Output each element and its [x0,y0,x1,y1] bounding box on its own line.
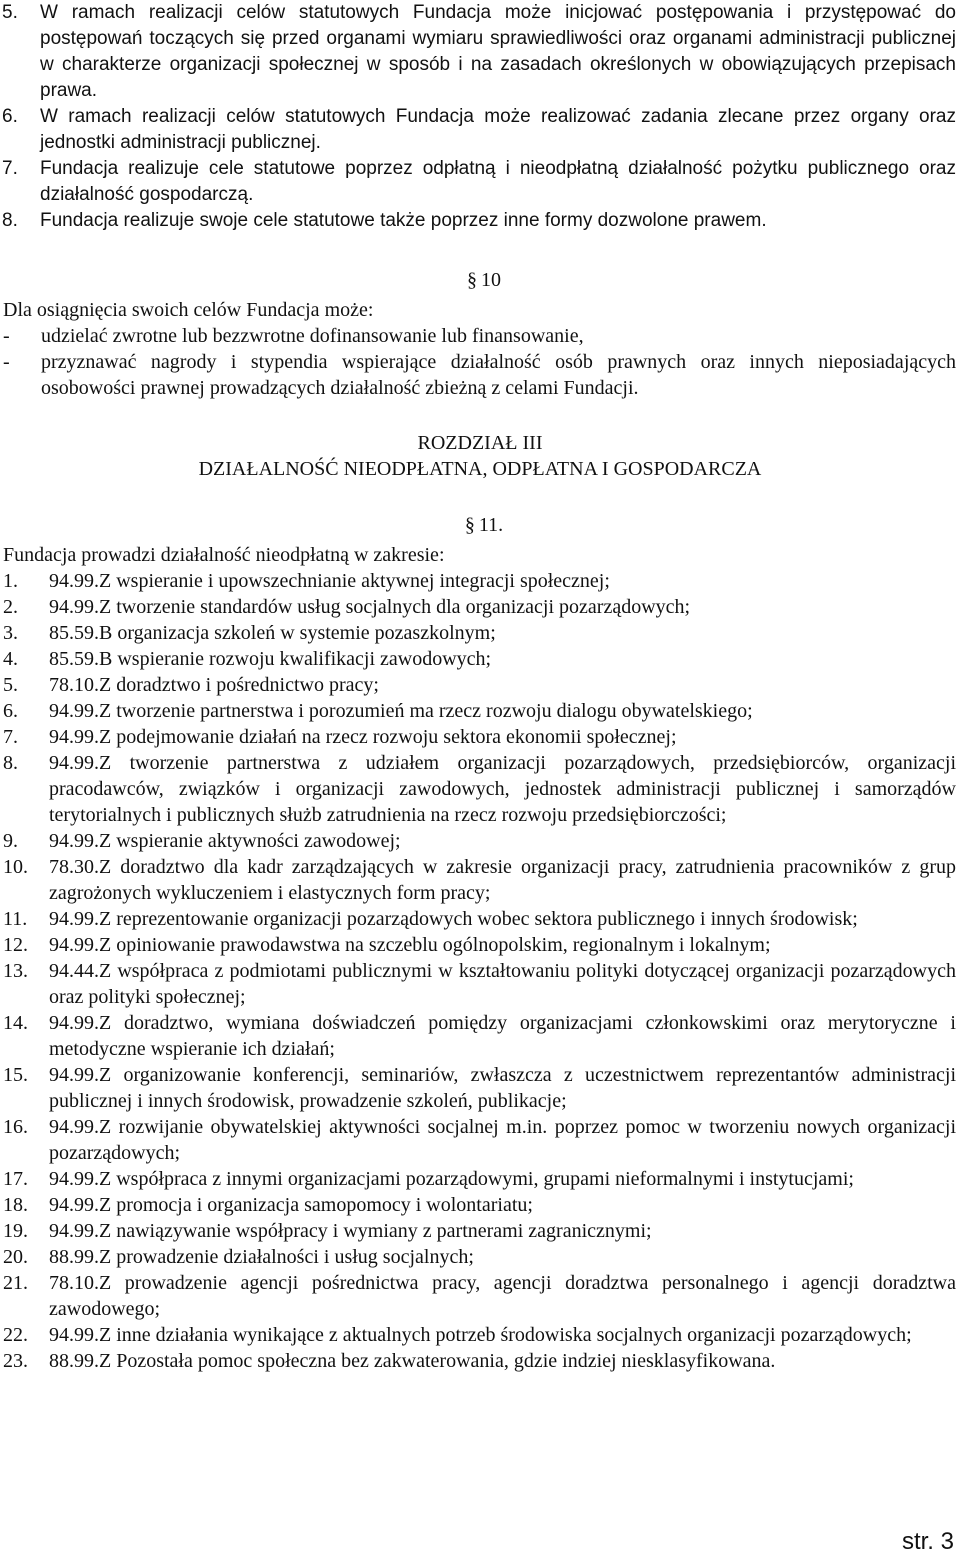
list-item [0,323,960,349]
list-item-text: 94.99.Z tworzenie partnerstwa z udziałem organizacji pozarządowych, przedsiębiorców, organizacji pracodawców, związków i organizacji zawodowych, jednostek administracji publicznej i samorządów terytorialnych i publicznych służb zatrudnienia na rzecz rozwoju przedsiębiorczości; [49,752,956,826]
list-item-text: 94.99.Z tworzenie partnerstwa i porozumień ma rzecz rozwoju dialogu obywatelskiego; [49,700,753,722]
list-item-text: 94.99.Z rozwijanie obywatelskiej aktywności socjalnej m.in. poprzez pomoc w tworzeniu nowych organizacji pozarządowych; [49,1116,956,1164]
list-item-text: 78.10.Z prowadzenie agencji pośrednictwa pracy, agencji doradztwa personalnego i agencji doradztwa zawodowego; [49,1272,956,1320]
list-item-text: 94.99.Z tworzenie standardów usług socjalnych dla organizacji pozarządowych; [49,596,691,618]
list-number: 10. [3,856,28,878]
list-number: 9. [3,830,18,852]
list-item-text: 94.99.Z organizowanie konferencji, seminariów, zwłaszcza z uczestnictwem reprezentantów administracji publicznej i innych środowisk, prowadzenie szkoleń, publikacje; [49,1064,956,1112]
statute-paragraphs-5-8 [0,0,960,234]
list-item [0,1192,960,1218]
section-number: 10 [481,269,501,291]
section-11 [0,508,960,1374]
paragraph-number: 6. [2,106,18,127]
chapter-title: ROZDZIAŁ III [417,432,543,454]
chapter-heading [0,430,960,482]
list-number: 11. [3,908,28,930]
paragraph-item [0,0,960,104]
list-item-text: 85.59.B organizacja szkoleń w systemie pozaszkolnym; [49,622,496,644]
section-intro: Fundacja prowadzi działalność nieodpłatną w zakresie: [3,544,445,566]
paragraph-number: 7. [2,158,18,179]
list-item-text: 94.99.Z promocja i organizacja samopomocy i wolontariatu; [49,1194,533,1216]
paragraph-number: 5. [2,2,18,23]
section-intro: Dla osiągnięcia swoich celów Fundacja może: [3,299,374,321]
list-number: 8. [3,752,18,774]
list-item [0,1166,960,1192]
list-item [0,724,960,750]
dash-list [0,323,960,401]
list-number: 3. [3,622,18,644]
paragraph-text: W ramach realizacji celów statutowych Fundacja może realizować zadania zlecane przez organy oraz jednostki administracji publicznej. [40,106,956,153]
list-item [0,1244,960,1270]
list-number: 1. [3,570,18,592]
list-item [0,1270,960,1322]
list-number: 18. [3,1194,28,1216]
list-item [0,1010,960,1062]
list-item-text: 94.99.Z inne działania wynikające z aktualnych potrzeb środowiska socjalnych organizacji pozarządowych; [49,1324,912,1346]
list-dash: - [3,325,10,347]
list-item-text: 94.99.Z współpraca z innymi organizacjami pozarządowymi, grupami nieformalnymi i instytucjami; [49,1168,854,1190]
paragraph-number: 8. [2,210,18,231]
section-number: 11. [478,514,504,536]
list-item-text: 94.44.Z współpraca z podmiotami publicznymi w kształtowaniu polityki dotyczącej organizacji pozarządowych oraz polityki społecznej; [49,960,956,1008]
list-number: 7. [3,726,18,748]
list-number: 20. [3,1246,28,1268]
list-item-text: 94.99.Z nawiązywanie współpracy i wymiany z partnerami zagranicznymi; [49,1220,652,1242]
list-item [0,750,960,828]
list-item-text: 78.10.Z doradztwo i pośrednictwo pracy; [49,674,379,696]
list-item [0,646,960,672]
list-item-text: 94.99.Z podejmowanie działań na rzecz rozwoju sektora ekonomii społecznej; [49,726,677,748]
list-item [0,1348,960,1374]
paragraph-text: Fundacja realizuje cele statutowe poprzez odpłatną i nieodpłatną działalność pożytku publicznego oraz działalność gospodarczą. [40,158,956,205]
list-item [0,568,960,594]
list-number: 6. [3,700,18,722]
list-item [0,620,960,646]
list-item [0,349,960,401]
section-sign-icon: § [464,514,475,536]
list-number: 4. [3,648,18,670]
list-item-text: 94.99.Z doradztwo, wymiana doświadczeń pomiędzy organizacjami członkowskimi oraz merytoryczne i metodyczne wspieranie ich działań; [49,1012,956,1060]
list-item-text: przyznawać nagrody i stypendia wspierające działalność osób prawnych oraz innych nieposiadających osobowości prawnej prowadzących działalność zbieżną z celami Fundacji. [41,351,956,399]
list-item-text: 88.99.Z Pozostała pomoc społeczna bez zakwaterowania, gdzie indziej niesklasyfikowana. [49,1350,776,1372]
activity-list [0,568,960,1374]
list-item [0,1218,960,1244]
list-item-text: 94.99.Z opiniowanie prawodawstwa na szczeblu ogólnopolskim, regionalnym i lokalnym; [49,934,771,956]
list-number: 14. [3,1012,28,1034]
list-item [0,1114,960,1166]
list-number: 13. [3,960,28,982]
list-number: 17. [3,1168,28,1190]
list-number: 2. [3,596,18,618]
list-dash: - [3,351,10,373]
chapter-subtitle: DZIAŁALNOŚĆ NIEODPŁATNA, ODPŁATNA I GOSPODARCZA [198,458,762,480]
list-item [0,828,960,854]
section-sign-icon: § [467,269,477,291]
list-item-text: 94.99.Z wspieranie i upowszechnianie aktywnej integracji społecznej; [49,570,610,592]
list-item [0,906,960,932]
section-heading [0,263,960,297]
list-number: 12. [3,934,28,956]
list-item [0,1322,960,1348]
list-item-text: 88.99.Z prowadzenie działalności i usług socjalnych; [49,1246,474,1268]
list-item [0,672,960,698]
list-number: 21. [3,1272,28,1294]
paragraph-item [0,156,960,208]
section-10 [0,263,960,401]
list-item-text: udzielać zwrotne lub bezzwrotne dofinansowanie lub finansowanie, [41,325,584,347]
page-number: str. 3 [901,1528,954,1555]
list-item [0,854,960,906]
paragraph-text: W ramach realizacji celów statutowych Fundacja może inicjować postępowania i przystępować do postępowań toczących się przed organami wymiaru sprawiedliwości oraz organami administracji publicznej w charakterze organizacji społecznej w sposób i na zasadach określonych w obowiązujących przepisach prawa. [40,2,956,101]
list-item-text: 78.30.Z doradztwo dla kadr zarządzających w zakresie organizacji pracy, zatrudnienia pracowników z grup zagrożonych wykluczeniem i elastycznych form pracy; [49,856,956,904]
section-heading [0,508,960,542]
list-number: 16. [3,1116,28,1138]
list-item [0,594,960,620]
list-number: 23. [3,1350,28,1372]
list-item [0,1062,960,1114]
list-number: 5. [3,674,18,696]
paragraph-text: Fundacja realizuje swoje cele statutowe także poprzez inne formy dozwolone prawem. [40,210,767,231]
paragraph-item [0,208,960,234]
list-item-text: 85.59.B wspieranie rozwoju kwalifikacji zawodowych; [49,648,492,670]
list-item [0,958,960,1010]
list-item [0,698,960,724]
list-item-text: 94.99.Z wspieranie aktywności zawodowej; [49,830,401,852]
list-item-text: 94.99.Z reprezentowanie organizacji pozarządowych wobec sektora publicznego i innych środowisk; [49,908,858,930]
paragraph-item [0,104,960,156]
list-number: 19. [3,1220,28,1242]
list-number: 15. [3,1064,28,1086]
list-number: 22. [3,1324,28,1346]
list-item [0,932,960,958]
